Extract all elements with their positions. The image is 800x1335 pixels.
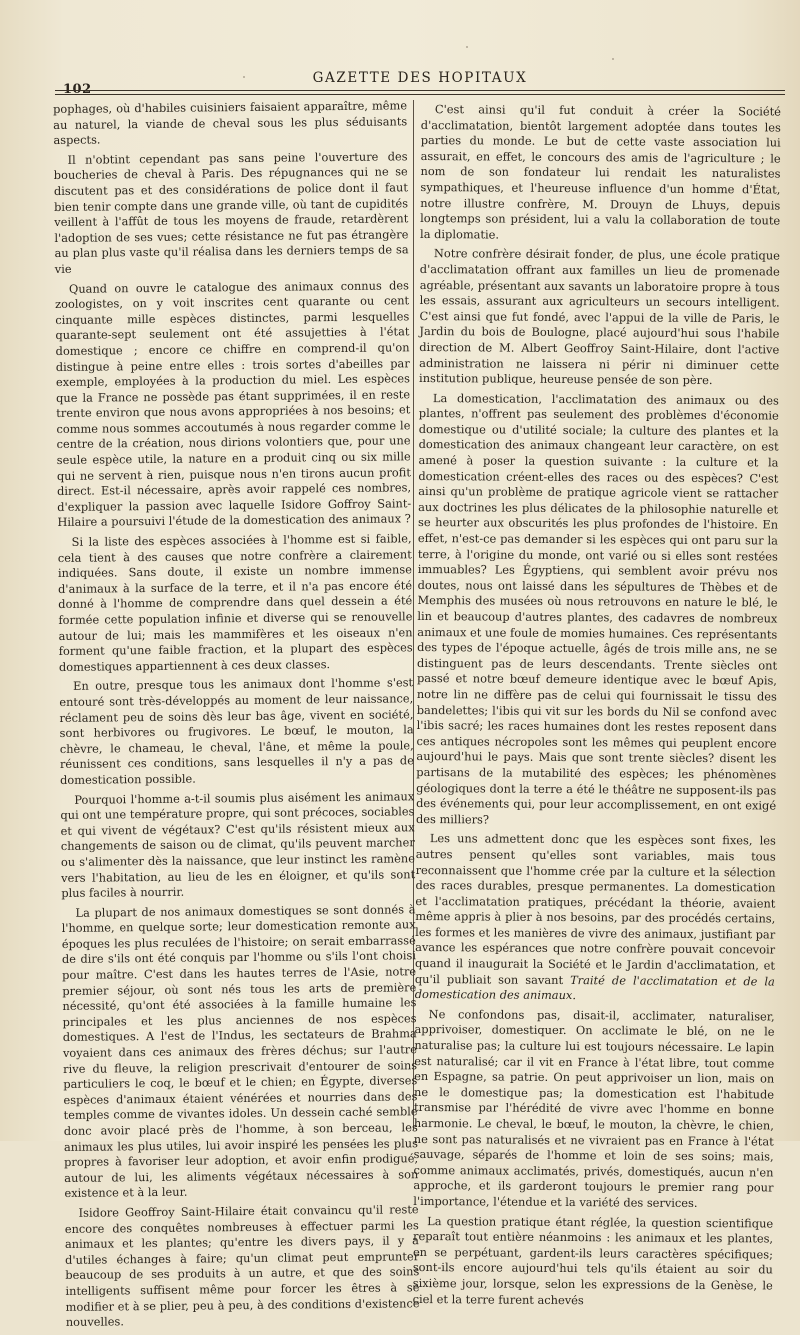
paragraph: La question pratique étant réglée, la question scientifique reparaît tout entière néanmoins : les animaux et les plantes, en se perpétuant, gardent-ils leurs caractères spécifiques; sont-ils encore aujourd'hui tels qu'ils étaient au soir du sixième jour, lorsque, selon les expressions de la Genèse, le ciel et la terre furent achevés: [412, 1213, 774, 1307]
paragraph-text: Les uns admettent donc que les espèces sont fixes, les autres pensent qu'elles sont variables, mais tous reconnaissent que l'homme crée par la culture et la sélection des races durables, presque permanentes. La domestication et l'acclimatation pratiques, précédant la théorie, avaient même appris à plier à nos besoins, par des procédés certains, les formes et les manières de vivre des animaux, justifiant par avance les espérances que notre confrère pouvait concevoir quand il inaugurait la Société et le Jardin d'acclimatation, et qu'il publiait son savant: [414, 831, 776, 987]
paragraph: En outre, presque tous les animaux dont l'homme s'est entouré sont très-développés au moment de leur naissance, réclament peu de soins dès leur bas âge, vivent en société, sont herbivores ou frugivores. Le bœuf, le mouton, la chèvre, le chameau, le cheval, l'âne, et même la poule, réunissent ces conditions, sans lesquelles il n'y a pas de domestication possible.: [59, 675, 414, 787]
paragraph: Ne confondons pas, disait-il, acclimater, naturaliser, apprivoiser, domestiquer. On acclimate le blé, on ne le naturalise pas; la culture lui est toujours nécessaire. Le lapin est naturalisé; car il vit en France à l'état libre, tout comme en Espagne, sa patrie. On peut apprivoiser un lion, mais on ne le domestique pas; la domestication est l'habitude transmise par l'hérédité de vivre avec l'homme en bonne harmonie. Le cheval, le bœuf, le mouton, la chèvre, le chien, ne sont pas naturalisés et ne vivraient pas en France à l'état sauvage, séparés de l'homme et loin de ses soins; mais, comme animaux acclimatés, privés, domestiqués, aucun n'en approche, et ils garderont toujours le premier rang pour l'importance, l'étendue et la variété des services.: [413, 1006, 775, 1210]
paragraph: [415, 831, 776, 1005]
running-title: GAZETTE DES HOPITAUX: [312, 70, 528, 86]
paragraph: C'est ainsi qu'il fut conduit à créer la Société d'acclimatation, bientôt largement adoptée dans toutes les parties du monde. Le but de cette vaste association lui assurait, en effet, le concours des amis de l'agriculture ; le nom de son fondateur lui rendait les naturalistes sympathiques, et l'heureuse influence d'un homme d'État, notre illustre confrère, M. Drouyn de Lhuys, depuis longtemps son président, lui a valu la collaboration de toute la diplomatie.: [420, 102, 781, 242]
paragraph: Quand on ouvre le catalogue des animaux connus des zoologistes, on y voit inscrites cent quarante ou cent cinquante mille espèces distinctes, parmi lesquelles quarante-sept seulement ont été assujetties à l'état domestique ; encore ce chiffre en comprend-il qu'on distingue à peine entre elles : trois sortes d'abeilles par exemple, employées à la production du miel. Les espèces que la France ne possède pas étant supprimées, il en reste trente environ que nous avons appropriées à nos besoins; et comme nous sommes accoutumés à nous regarder comme le centre de la création, nous dirions volontiers que, pour une seule espèce utile, la nature en a produit cinq ou six mille qui ne servent à rien, puisque nous n'en tirons aucun profit direct. Est-il nécessaire, après avoir rappelé ces nombres, d'expliquer la passion avec laquelle Isidore Goffroy Saint-Hilaire a poursuivi l'étude de la domestication des animaux ?: [55, 277, 412, 530]
page-number: 102: [63, 82, 92, 97]
right-column: [413, 102, 781, 1314]
book-title: Traité de l'acclimatation et de la domestication des animaux.: [414, 972, 775, 1003]
paragraph: La domestication, l'acclimatation des animaux ou des plantes, n'offrent pas seulement des problèmes d'économie domestique ou d'utilité sociale; la culture des plantes et la domestication des animaux changeant leur caractère, on est amené à poser la question suivante : la culture et la domestication créent-elles des races ou des espèces? C'est ainsi qu'un problème de pratique agricole vient se rattacher aux doctrines les plus délicates de la philosophie naturelle et se heurter aux obscurités les plus profondes de l'histoire. En effet, n'est-ce pas demander si les espèces qui ont paru sur la terre, à l'origine du monde, ont varié ou si elles sont restées immuables? Les Égyptiens, qui semblent avoir prévu nos doutes, nous ont laissé dans les sépultures de Thèbes et de Memphis des musées où nous retrouvons en nature le blé, le lin et beaucoup d'autres plantes, des cadavres de nombreux animaux et une foule de momies humaines. Ces représentants des types de l'époque actuelle, âgés de trois mille ans, ne se distinguent pas de leurs descendants. Trente siècles ont passé et notre bœuf demeure identique avec le bœuf Apis, notre lin ne diffère pas de celui qui fournissait le tissu des bandelettes; l'ibis qui vit sur les bords du Nil se confond avec l'ibis sacré; les races humaines dont les restes reposent dans ces antiques nécropoles sont les mêmes qui peuplent encore aujourd'hui le pays. Mais que sont trente siècles? disent les partisans de la mutabilité des espèces; les phénomènes géologiques dont la terre a été le théâtre ne supposent-ils pas des événements qui, pour leur accomplissement, en ont exigé des milliers?: [415, 390, 779, 827]
header-rule: [55, 90, 785, 91]
paragraph: Pourquoi l'homme a-t-il soumis plus aisément les animaux qui ont une température propre, qui sont précoces, sociables et qui vivent de végétaux? C'est qu'ils résistent mieux aux changements de saison ou de climat, qu'ils peuvent marcher ou s'alimenter dès la naissance, que leur instinct les ramène vers l'habitation, au lieu de les en éloigner, et qu'ils sont plus faciles à nourrir.: [60, 788, 416, 901]
paragraph: Si la liste des espèces associées à l'homme est si faible, cela tient à des causes que notre confrère a clairement indiquées. Sans doute, il existe un nombre immense d'animaux à la surface de la terre, et il n'a pas encore été donné à l'homme de comprendre dans quel dessein a été formée cette population infinie et diverse qui se renouvelle autour de lui; mais les mammifères et les oiseaux n'en forment qu'une faible fraction, et la plupart des espèces domestiques appartiennent à ces deux classes.: [57, 531, 413, 674]
header-rule-double: [55, 94, 785, 95]
paragraph: Isidore Geoffroy Saint-Hilaire était convaincu qu'il reste encore des conquêtes nombreuses à effectuer parmi les animaux et les plantes; qu'entre les divers pays, il y a d'utiles échanges à faire; qu'un climat peut emprunter beaucoup de ses produits à un autre, et que des soins intelligents suffisent même pour forcer les êtres à se modifier et à se plier, peu à peu, à des conditions d'existence nouvelles.: [64, 1202, 420, 1330]
paragraph: La plupart de nos animaux domestiques se sont donnés à l'homme, en quelque sorte; leur domestication remonte aux époques les plus reculées de l'histoire; on serait embarrassé de dire s'ils ont été conquis par l'homme ou s'ils l'ont choisi pour maître. C'est dans les hautes terres de l'Asie, notre premier séjour, où sont nés tous les arts de première nécessité, qu'ont été associées à la famille humaine les principales et les plus anciennes de nos espèces domestiques. A l'est de l'Indus, les sectateurs de Brahma voyaient dans ces animaux des frères déchus; sur l'autre rive du fleuve, la religion prescrivait d'entourer de soins particuliers le coq, le bœuf et le chien; en Égypte, diverses espèces d'animaux étaient vénérées et nourries dans des temples comme de vivantes idoles. Un dessein caché semble donc avoir placé près de l'homme, à son berceau, les animaux les plus utiles, lui avoir inspiré les pensées les plus propres à favoriser leur adoption, et avoir enfin prodigué, autour de lui, les aliments végétaux nécessaires à son existence et à la leur.: [61, 901, 419, 1201]
page-header: [55, 68, 785, 98]
paragraph: pophages, où d'habiles cuisiniers faisaient apparaître, même au naturel, la viande de cheval sous les plus séduisants aspects.: [53, 98, 408, 148]
paragraph: Il n'obtint cependant pas sans peine l'ouverture des boucheries de cheval à Paris. Des répugnances qui ne se discutent pas et des considérations de police dont il faut bien tenir compte dans une grande ville, où tant de cupidités veillent à l'affût de tous les moyens de fraude, retardèrent l'adoption de ses vues; cette résistance ne fut pas étrangère au plan plus vaste qu'il réalisa dans les derniers temps de sa vie: [53, 149, 409, 276]
paragraph: Notre confrère désirait fonder, de plus, une école pratique d'acclimatation offrant aux familles un lieu de promenade agréable, présentant aux savants un laboratoire propre à tous les essais, assurant aux agriculteurs un secours intelligent. C'est ainsi que fut fondé, avec l'appui de la ville de Paris, le Jardin du bois de Boulogne, placé aujourd'hui sous l'habile direction de M. Albert Geoffroy Saint-Hilaire, dont l'active administration ne laissera ni périr ni diminuer cette institution publique, heureuse pensée de son père.: [419, 246, 780, 388]
left-column: [53, 98, 420, 1334]
